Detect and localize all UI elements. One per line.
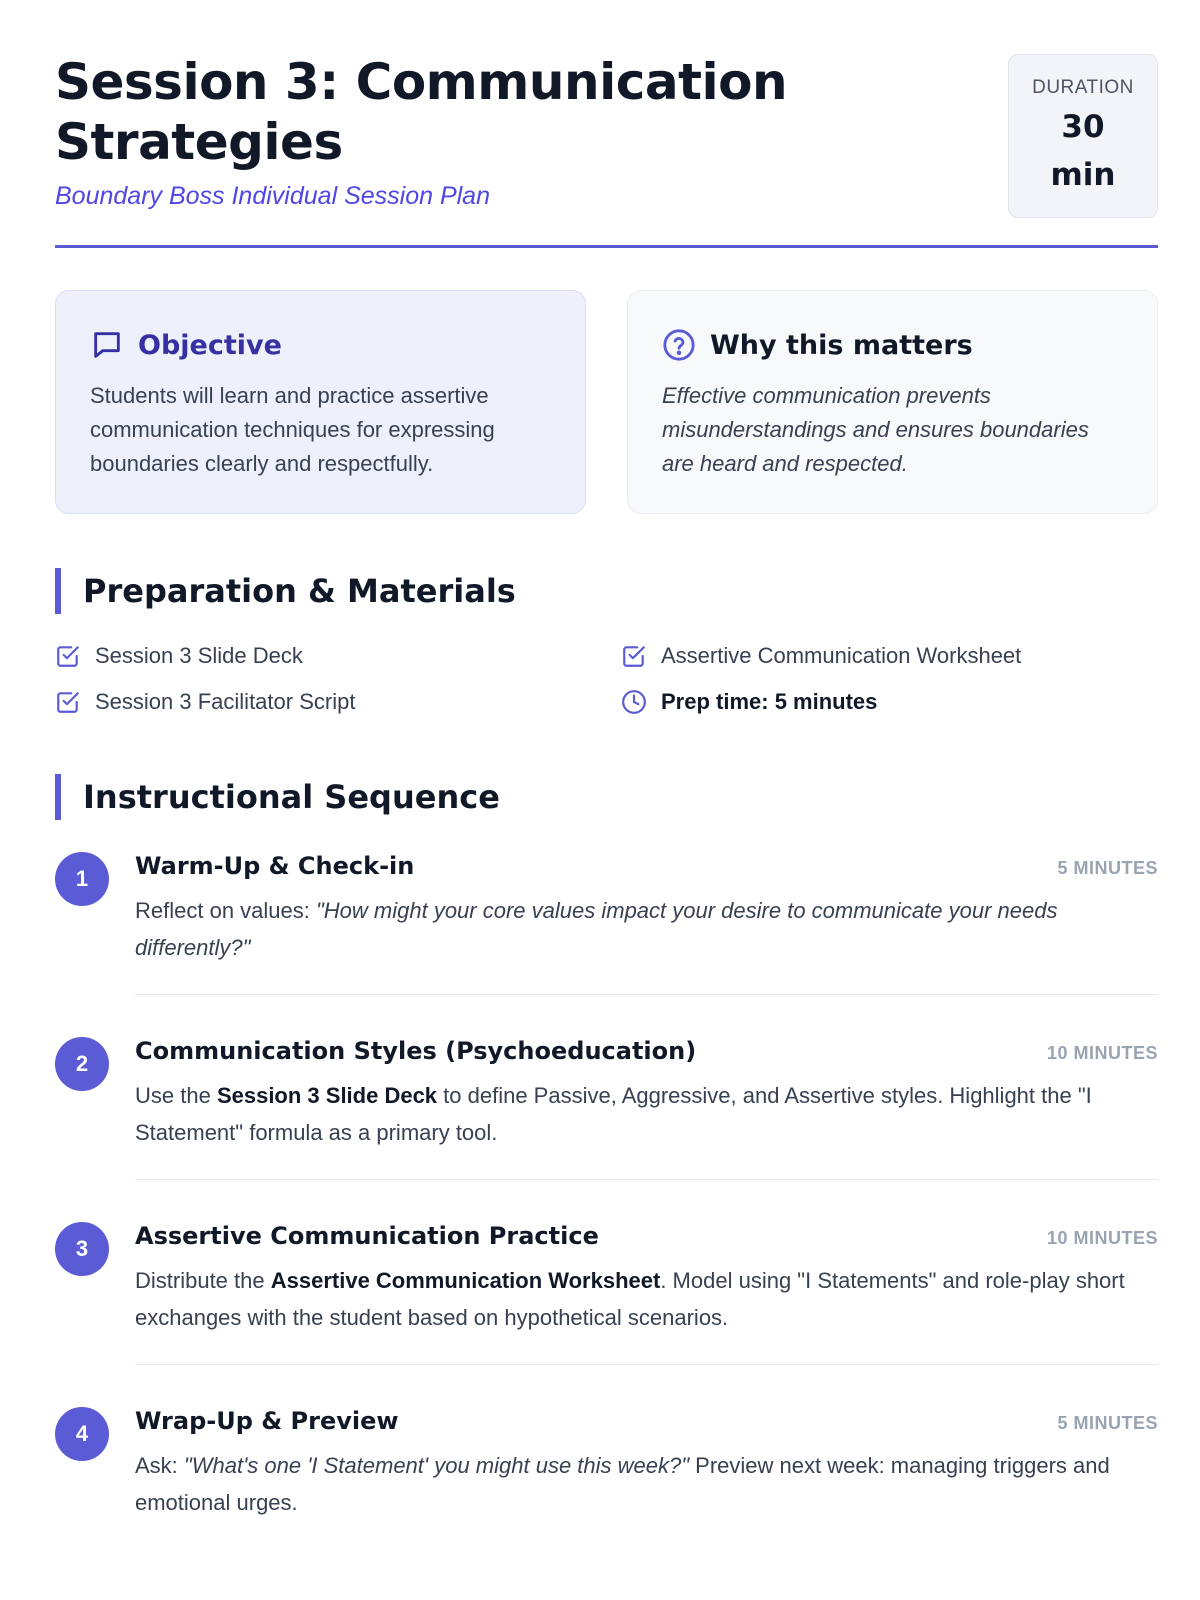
why-text: Effective communication prevents misunderstandings and ensures boundaries are heard and respected. — [662, 383, 1089, 476]
message-square-icon — [90, 328, 124, 362]
sequence-step — [55, 1403, 1158, 1549]
checkbox-icon — [55, 689, 81, 715]
session-plan — [55, 52, 1158, 1549]
step-title: Warm-Up & Check-in — [135, 852, 415, 880]
step-quote: "What's one 'I Statement' you might use this week?" — [183, 1453, 690, 1478]
step-number: 3 — [55, 1222, 109, 1276]
step-description — [135, 892, 1158, 966]
step-number: 1 — [55, 852, 109, 906]
duration-unit: min — [1050, 157, 1116, 193]
step-time: 5 MINUTES — [1057, 858, 1158, 878]
steps-list — [55, 848, 1158, 1549]
materials-list — [55, 640, 1158, 718]
preparation-heading — [55, 568, 1158, 614]
step-title: Communication Styles (Psychoeducation) — [135, 1037, 697, 1065]
step-title: Assertive Communication Practice — [135, 1222, 599, 1250]
step-lead: Ask: — [135, 1453, 184, 1478]
step-material: Session 3 Slide Deck — [216, 1083, 438, 1108]
step-description — [135, 1262, 1158, 1336]
sequence-heading — [55, 774, 1158, 820]
sequence-step — [55, 848, 1158, 995]
page-header — [55, 52, 1158, 248]
step-lead: Reflect on values: — [135, 898, 316, 923]
step-material: Assertive Communication Worksheet — [270, 1268, 661, 1293]
step-body — [135, 1403, 1158, 1549]
material-item — [55, 640, 621, 672]
duration-label: DURATION — [1032, 77, 1134, 98]
sequence-step — [55, 1033, 1158, 1180]
objective-header — [90, 327, 551, 363]
step-text: . Model using "I Statements" and role-play short exchanges with the student based on hypothetical scenarios. — [135, 1268, 1125, 1330]
page-subtitle: Boundary Boss Individual Session Plan — [55, 182, 490, 210]
step-description — [135, 1447, 1158, 1521]
preparation-section — [55, 568, 1158, 718]
sequence-step — [55, 1218, 1158, 1365]
duration-badge — [1008, 54, 1158, 218]
step-text: to define Passive, Aggressive, and Assertive styles. Highlight the "I Statement" formula as a primary tool. — [135, 1083, 1092, 1145]
preparation-title: Preparation & Materials — [83, 572, 516, 610]
step-body — [135, 1218, 1158, 1365]
duration-number: 30 — [1061, 109, 1105, 145]
prep-time — [621, 686, 1158, 718]
why-card — [627, 290, 1158, 514]
step-text: Distribute the — [135, 1268, 271, 1293]
clock-icon — [621, 689, 647, 715]
material-label: Session 3 Slide Deck — [95, 643, 303, 668]
step-time: 10 MINUTES — [1046, 1043, 1158, 1063]
page-title: Session 3: Communication Strategies — [55, 53, 788, 171]
step-text: Preview next week: managing triggers and emotional urges. — [135, 1453, 1110, 1515]
info-cards — [55, 290, 1158, 514]
step-number: 2 — [55, 1037, 109, 1091]
checkbox-icon — [621, 643, 647, 669]
help-circle-icon — [662, 328, 696, 362]
objective-card — [55, 290, 586, 514]
why-header — [662, 327, 1123, 363]
material-item — [621, 640, 1158, 672]
duration-value — [1009, 103, 1157, 199]
step-body — [135, 1033, 1158, 1180]
why-title: Why this matters — [710, 329, 973, 361]
material-item — [55, 686, 621, 718]
step-number: 4 — [55, 1407, 109, 1461]
sequence-section — [55, 774, 1158, 1549]
step-time: 5 MINUTES — [1057, 1413, 1158, 1433]
material-label: Assertive Communication Worksheet — [661, 643, 1022, 668]
objective-title: Objective — [138, 329, 282, 361]
objective-text: Students will learn and practice assertive communication techniques for expressing boundaries clearly and respectfully. — [90, 383, 495, 476]
step-description — [135, 1077, 1158, 1151]
step-title: Wrap-Up & Preview — [135, 1407, 399, 1435]
prep-time-label: Prep time: 5 minutes — [661, 689, 878, 714]
step-text: Use the — [135, 1083, 217, 1108]
step-body — [135, 848, 1158, 995]
checkbox-icon — [55, 643, 81, 669]
material-label: Session 3 Facilitator Script — [95, 689, 356, 714]
sequence-title: Instructional Sequence — [83, 778, 500, 816]
step-quote: "How might your core values impact your desire to communicate your needs differently?" — [135, 898, 1058, 960]
step-time: 10 MINUTES — [1046, 1228, 1158, 1248]
